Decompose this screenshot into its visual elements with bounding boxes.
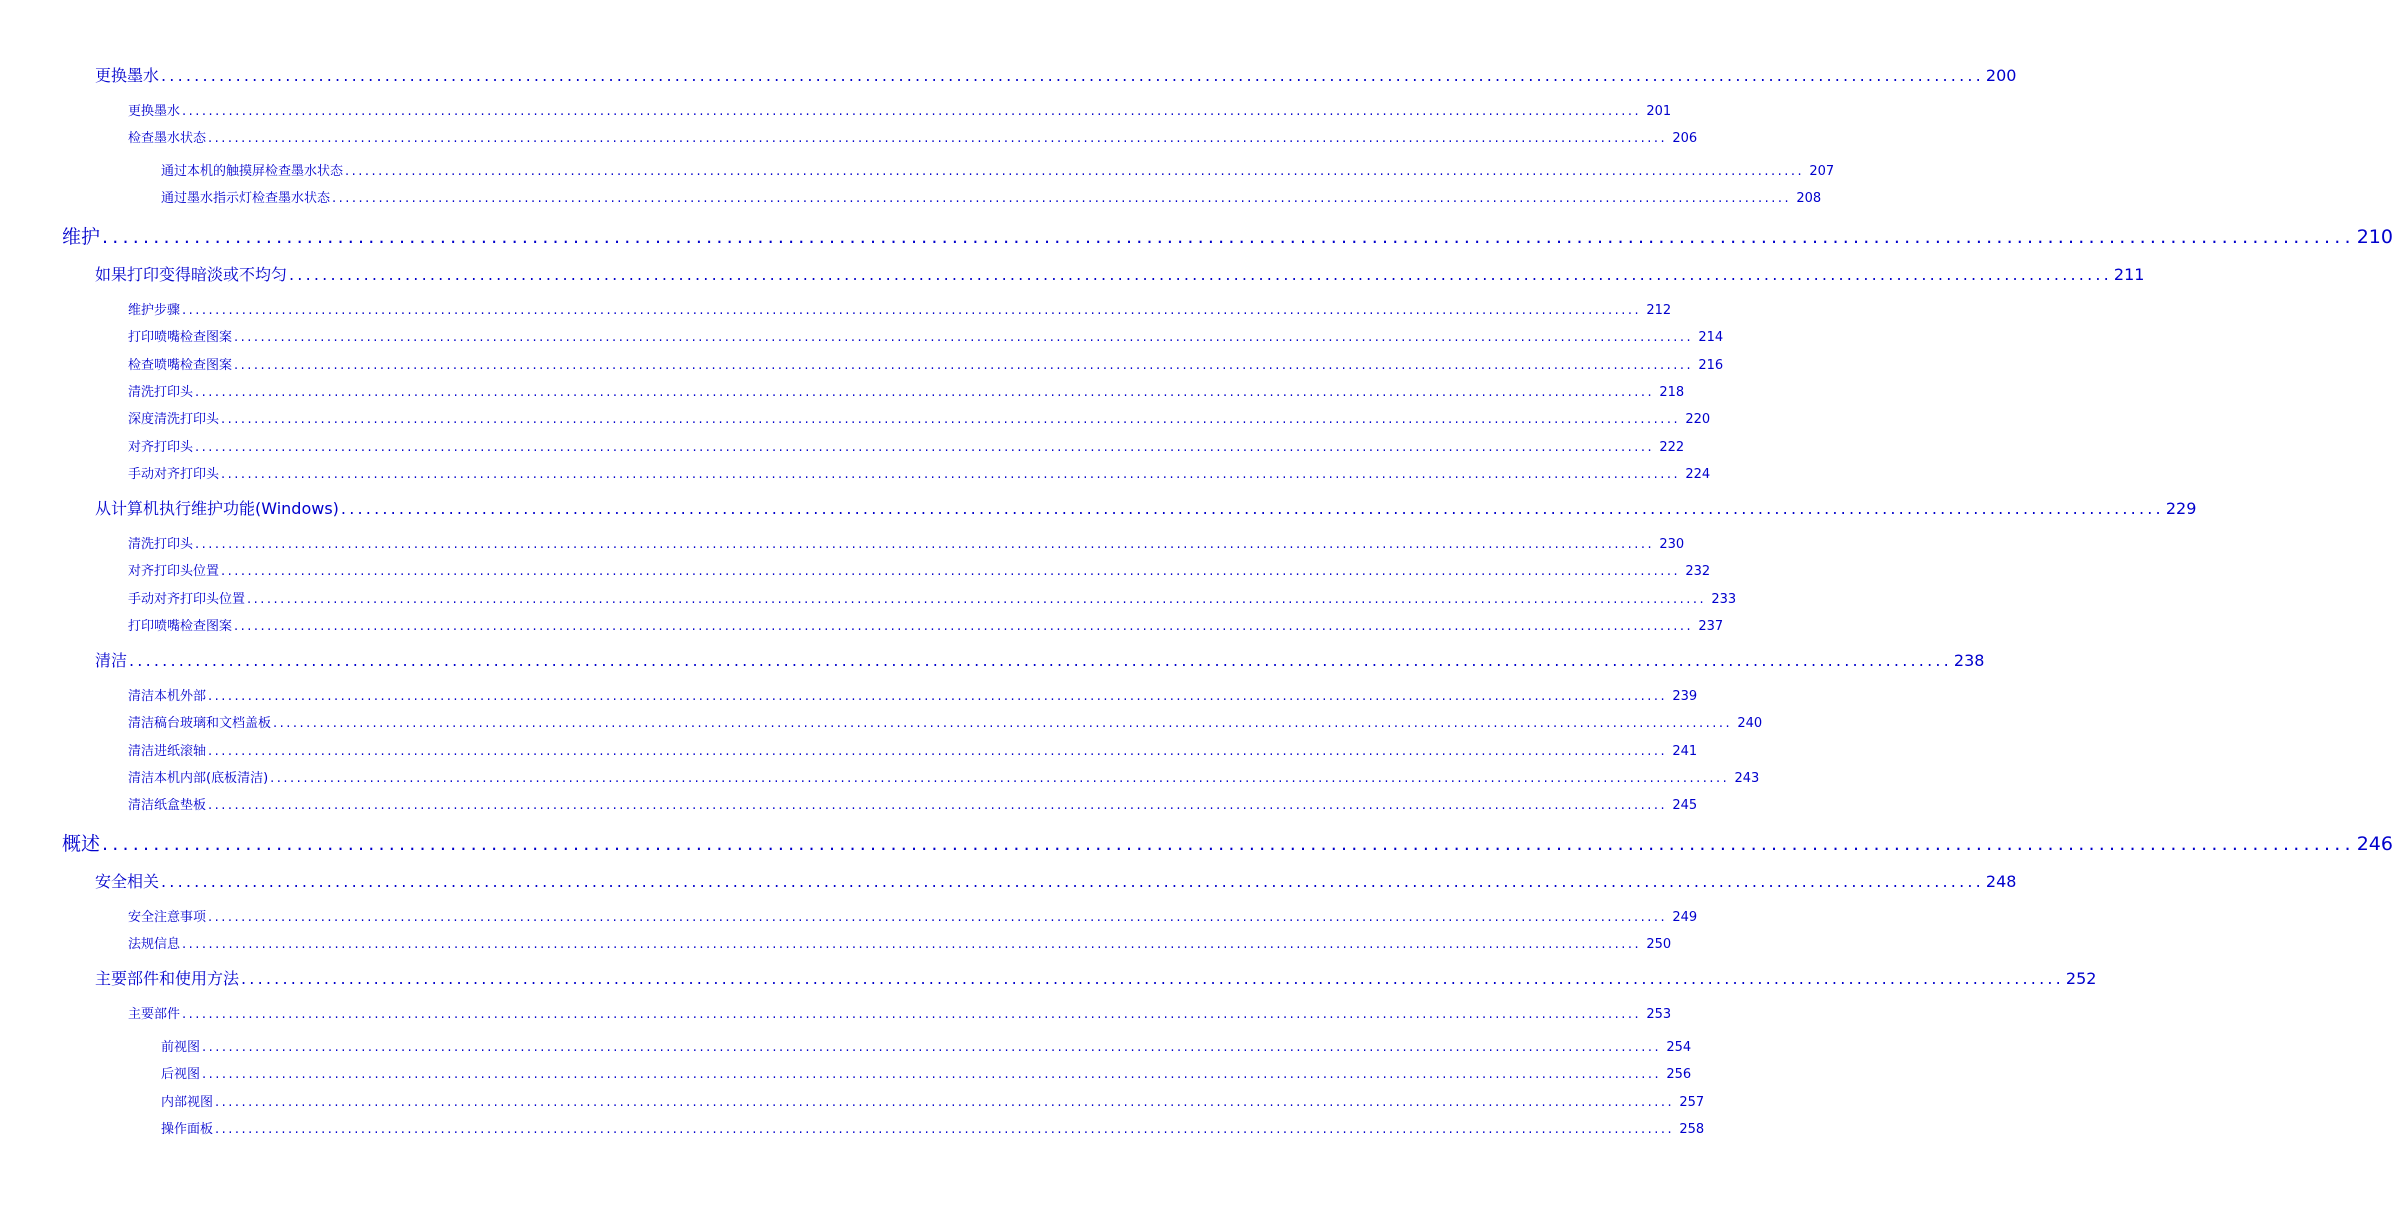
dot-leader: ............................................................................................................................................................................................................................ [247, 592, 1707, 607]
dot-leader: ............................................................................................................................................................................................................................ [195, 537, 1655, 552]
toc-entry[interactable] [95, 648, 1985, 671]
toc-entry-title: 维护步骤 [128, 303, 181, 318]
toc-entry-page-number: 208 [1796, 191, 1822, 206]
toc-entry[interactable] [128, 1003, 1672, 1022]
toc-entry-page-number: 224 [1685, 467, 1711, 482]
toc-entry-page-number: 207 [1809, 164, 1835, 179]
toc-entry-title: 深度清洗打印头 [128, 412, 220, 427]
toc-entry[interactable] [128, 794, 1698, 813]
toc-entry-page-number: 212 [1646, 303, 1672, 318]
toc-entry[interactable] [128, 740, 1698, 759]
toc-entry[interactable] [161, 187, 1822, 206]
toc-entry[interactable] [128, 463, 1711, 482]
toc-entry-title: 更换墨水 [95, 66, 160, 85]
toc-entry-page-number: 258 [1679, 1122, 1705, 1137]
toc-entry[interactable] [128, 685, 1698, 704]
toc-entry[interactable] [95, 63, 2017, 86]
toc-entry[interactable] [128, 326, 1724, 345]
toc-entry-page-number: 211 [2113, 265, 2145, 284]
toc-entry[interactable] [95, 869, 2017, 892]
dot-leader: ............................................................................................................................................................................................................................ [273, 716, 1733, 731]
toc-entry-page-number: 206 [1672, 131, 1698, 146]
toc-entry-title: 内部视图 [161, 1095, 214, 1110]
dot-leader: ............................................................................................................................................................................................................................ [102, 833, 2355, 855]
dot-leader: ............................................................................................................................................................................................................................ [182, 1007, 1642, 1022]
toc-entry-page-number: 252 [2065, 969, 2097, 988]
toc-entry-title: 清洗打印头 [128, 385, 194, 400]
toc-entry-page-number: 250 [1646, 937, 1672, 952]
dot-leader: ............................................................................................................................................................................................................................ [270, 771, 1730, 786]
dot-leader: ............................................................................................................................................................................................................................ [202, 1040, 1662, 1055]
toc-entry-title: 清洁纸盒垫板 [128, 798, 207, 813]
toc-entry[interactable] [128, 299, 1672, 318]
toc-entry-title: 从计算机执行维护功能(Windows) [95, 499, 339, 518]
toc-entry[interactable] [128, 100, 1672, 119]
toc-entry-page-number: 240 [1737, 716, 1763, 731]
toc-entry-title: 主要部件 [128, 1007, 181, 1022]
toc-entry[interactable] [128, 354, 1724, 373]
toc-entry-title: 前视图 [161, 1040, 201, 1055]
toc-entry[interactable] [128, 712, 1763, 731]
toc-entry-title: 清洁 [95, 651, 128, 670]
dot-leader: ............................................................................................................................................................................................................................ [345, 164, 1805, 179]
toc-entry-page-number: 201 [1646, 104, 1672, 119]
dot-leader: ............................................................................................................................................................................................................................ [182, 937, 1642, 952]
toc-entry-page-number: 238 [1953, 651, 1985, 670]
toc-entry-page-number: 239 [1672, 689, 1698, 704]
toc-entry-title: 通过墨水指示灯检查墨水状态 [161, 191, 331, 206]
toc-entry[interactable] [128, 933, 1672, 952]
toc-entry-page-number: 232 [1685, 564, 1711, 579]
toc-entry[interactable] [128, 615, 1724, 634]
dot-leader: ............................................................................................................................................................................................................................ [234, 330, 1694, 345]
toc-entry-page-number: 253 [1646, 1007, 1672, 1022]
toc-entry-title: 后视图 [161, 1067, 201, 1082]
dot-leader: ............................................................................................................................................................................................................................ [195, 385, 1655, 400]
dot-leader: ............................................................................................................................................................................................................................ [202, 1067, 1662, 1082]
toc-entry-page-number: 218 [1659, 385, 1685, 400]
toc-entry-title: 清洁本机外部 [128, 689, 207, 704]
toc-entry[interactable] [95, 966, 2097, 989]
dot-leader: ............................................................................................................................................................................................................................ [102, 226, 2355, 248]
dot-leader: ............................................................................................................................................................................................................................ [221, 467, 1681, 482]
dot-leader: ............................................................................................................................................................................................................................ [234, 358, 1694, 373]
toc-entry-page-number: 229 [2165, 499, 2197, 518]
toc-entry[interactable] [128, 560, 1711, 579]
dot-leader: ............................................................................................................................................................................................................................ [161, 66, 1984, 85]
toc-entry-page-number: 230 [1659, 537, 1685, 552]
toc-entry-page-number: 248 [1985, 872, 2017, 891]
dot-leader: ............................................................................................................................................................................................................................ [208, 910, 1668, 925]
dot-leader: ............................................................................................................................................................................................................................ [182, 303, 1642, 318]
toc-entry-page-number: 237 [1698, 619, 1724, 634]
dot-leader: ............................................................................................................................................................................................................................ [221, 564, 1681, 579]
toc-entry-title: 如果打印变得暗淡或不均匀 [95, 265, 288, 284]
toc-entry-title: 清洁本机内部(底板清洁) [128, 771, 269, 786]
dot-leader: ............................................................................................................................................................................................................................ [215, 1095, 1675, 1110]
toc-entry-page-number: 241 [1672, 744, 1698, 759]
toc-entry-title: 清洁进纸滚轴 [128, 744, 207, 759]
dot-leader: ............................................................................................................................................................................................................................ [208, 689, 1668, 704]
toc-entry-title: 安全相关 [95, 872, 160, 891]
toc-entry-title: 更换墨水 [128, 104, 181, 119]
dot-leader: ............................................................................................................................................................................................................................ [332, 191, 1792, 206]
toc-entry[interactable] [128, 381, 1685, 400]
toc-entry-page-number: 216 [1698, 358, 1724, 373]
dot-leader: ............................................................................................................................................................................................................................ [215, 1122, 1675, 1137]
toc-entry-page-number: 257 [1679, 1095, 1705, 1110]
toc-entry[interactable] [161, 1063, 1692, 1082]
toc-entry-page-number: 254 [1666, 1040, 1692, 1055]
dot-leader: ............................................................................................................................................................................................................................ [182, 104, 1642, 119]
toc-entry-title: 检查喷嘴检查图案 [128, 358, 233, 373]
toc-entry[interactable] [161, 160, 1835, 179]
toc-entry-page-number: 233 [1711, 592, 1737, 607]
toc-entry[interactable] [128, 436, 1685, 455]
toc-entry-title: 概述 [62, 833, 101, 855]
dot-leader: ............................................................................................................................................................................................................................ [221, 412, 1681, 427]
toc-entry[interactable] [62, 829, 2393, 856]
dot-leader: ............................................................................................................................................................................................................................ [208, 744, 1668, 759]
toc-entry[interactable] [95, 496, 2197, 519]
toc-entry[interactable] [161, 1118, 1705, 1137]
toc-entry[interactable] [128, 588, 1737, 607]
toc-entry-title: 清洗打印头 [128, 537, 194, 552]
toc-entry-title: 手动对齐打印头位置 [128, 592, 246, 607]
toc-entry-page-number: 256 [1666, 1067, 1692, 1082]
toc-entry-title: 手动对齐打印头 [128, 467, 220, 482]
toc-entry-page-number: 246 [2356, 833, 2393, 855]
toc-entry-page-number: 245 [1672, 798, 1698, 813]
dot-leader: ............................................................................................................................................................................................................................ [289, 265, 2112, 284]
toc-entry-title: 维护 [62, 226, 101, 248]
toc-entry-page-number: 200 [1985, 66, 2017, 85]
toc-entry[interactable] [128, 906, 1698, 925]
toc-entry[interactable] [62, 222, 2393, 249]
dot-leader: ............................................................................................................................................................................................................................ [340, 499, 2164, 518]
toc-entry-title: 清洁稿台玻璃和文档盖板 [128, 716, 272, 731]
toc-entry-title: 法规信息 [128, 937, 181, 952]
dot-leader: ............................................................................................................................................................................................................................ [195, 440, 1655, 455]
toc-entry-page-number: 249 [1672, 910, 1698, 925]
toc-entry-page-number: 214 [1698, 330, 1724, 345]
toc-entry-title: 主要部件和使用方法 [95, 969, 240, 988]
toc-entry-title: 打印喷嘴检查图案 [128, 330, 233, 345]
toc-entry-page-number: 220 [1685, 412, 1711, 427]
dot-leader: ............................................................................................................................................................................................................................ [234, 619, 1694, 634]
toc-entry-title: 对齐打印头 [128, 440, 194, 455]
toc-entry-page-number: 243 [1734, 771, 1760, 786]
dot-leader: ............................................................................................................................................................................................................................ [241, 969, 2064, 988]
toc-entry-page-number: 222 [1659, 440, 1685, 455]
dot-leader: ............................................................................................................................................................................................................................ [161, 872, 1984, 891]
toc-entry-title: 打印喷嘴检查图案 [128, 619, 233, 634]
toc-entry[interactable] [161, 1091, 1705, 1110]
toc-entry-title: 操作面板 [161, 1122, 214, 1137]
toc-entry[interactable] [128, 408, 1711, 427]
toc-entry-title: 通过本机的触摸屏检查墨水状态 [161, 164, 344, 179]
toc-entry-title: 对齐打印头位置 [128, 564, 220, 579]
toc-entry[interactable] [128, 767, 1760, 786]
toc-entry-page-number: 210 [2356, 226, 2393, 248]
toc-entry[interactable] [161, 1036, 1692, 1055]
toc-entry[interactable] [128, 127, 1698, 146]
toc-entry-title: 安全注意事项 [128, 910, 207, 925]
toc-entry-title: 检查墨水状态 [128, 131, 207, 146]
dot-leader: ............................................................................................................................................................................................................................ [208, 131, 1668, 146]
toc-entry[interactable] [128, 533, 1685, 552]
dot-leader: ............................................................................................................................................................................................................................ [208, 798, 1668, 813]
dot-leader: ............................................................................................................................................................................................................................ [129, 651, 1952, 670]
toc-entry[interactable] [95, 262, 2145, 285]
